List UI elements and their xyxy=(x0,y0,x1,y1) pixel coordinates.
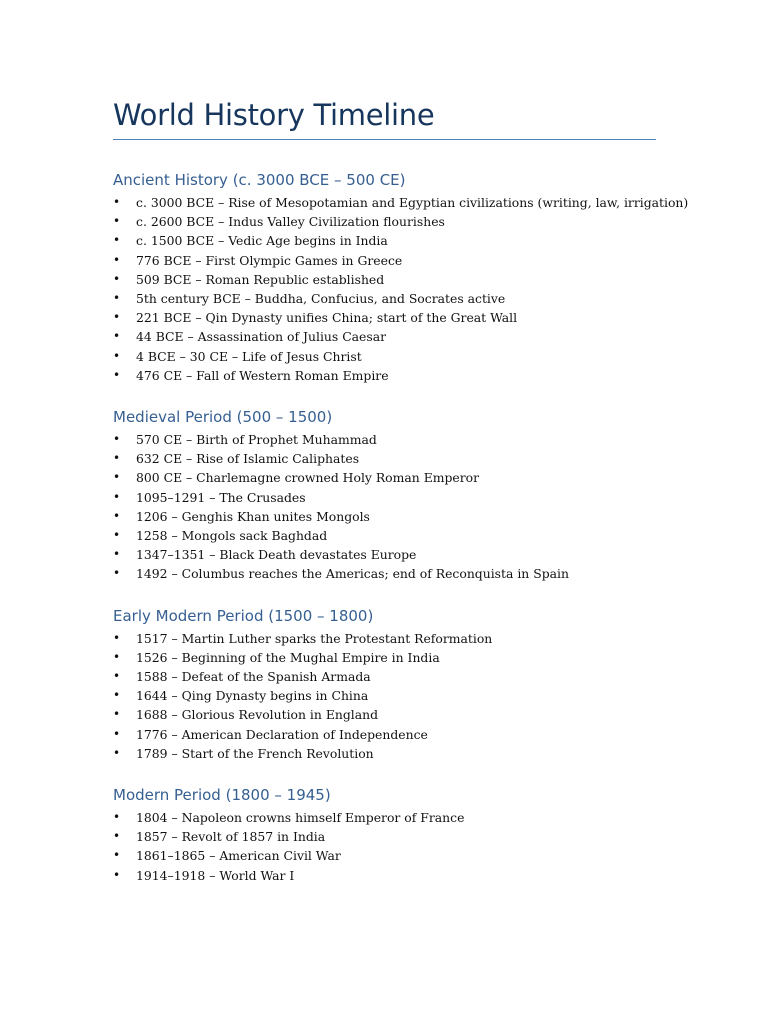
event-text: 1861–1865 – American Civil War xyxy=(136,848,341,864)
event-list-item xyxy=(113,507,656,526)
bullet-icon: • xyxy=(113,707,121,722)
event-list-item xyxy=(113,846,656,865)
timeline-section xyxy=(113,407,656,584)
bullet-icon: • xyxy=(113,310,121,325)
bullet-icon: • xyxy=(113,451,121,466)
event-list-item xyxy=(113,827,656,846)
event-list-item xyxy=(113,251,656,270)
bullet-icon: • xyxy=(113,867,121,882)
event-list-item xyxy=(113,289,656,308)
event-text: 44 BCE – Assassination of Julius Caesar xyxy=(136,329,387,345)
event-list-item xyxy=(113,449,656,468)
event-list-item xyxy=(113,468,656,487)
event-list-item xyxy=(113,308,656,327)
event-list-item xyxy=(113,725,656,744)
bullet-icon: • xyxy=(113,688,121,703)
event-text: 1095–1291 – The Crusades xyxy=(136,489,306,505)
event-list-item xyxy=(113,526,656,545)
event-text: 1644 – Qing Dynasty begins in China xyxy=(136,688,369,704)
bullet-icon: • xyxy=(113,252,121,267)
event-list-item xyxy=(113,270,656,289)
event-list-item xyxy=(113,648,656,667)
document-title: World History Timeline xyxy=(113,98,435,132)
event-list xyxy=(113,430,656,584)
section-heading: Medieval Period (500 – 1500) xyxy=(113,408,333,427)
bullet-icon: • xyxy=(113,214,121,229)
event-text: 1588 – Defeat of the Spanish Armada xyxy=(136,669,371,685)
event-text: 1804 – Napoleon crowns himself Emperor of France xyxy=(136,810,465,826)
document-page xyxy=(113,96,689,907)
event-list-item xyxy=(113,866,656,885)
event-list-item xyxy=(113,744,656,763)
bullet-icon: • xyxy=(113,566,121,581)
bullet-icon: • xyxy=(113,528,121,543)
event-text: 1789 – Start of the French Revolution xyxy=(136,745,374,761)
event-text: 1492 – Columbus reaches the Americas; end of Reconquista in Spain xyxy=(136,566,569,582)
event-text: 5th century BCE – Buddha, Confucius, and Socrates active xyxy=(136,291,506,307)
event-text: 4 BCE – 30 CE – Life of Jesus Christ xyxy=(136,348,362,364)
event-text: 509 BCE – Roman Republic established xyxy=(136,271,385,287)
bullet-icon: • xyxy=(113,726,121,741)
event-list-item xyxy=(113,564,656,583)
event-text: 1258 – Mongols sack Baghdad xyxy=(136,528,328,544)
timeline-section xyxy=(113,606,656,763)
bullet-icon: • xyxy=(113,271,121,286)
bullet-icon: • xyxy=(113,669,121,684)
event-text: 570 CE – Birth of Prophet Muhammad xyxy=(136,432,377,448)
event-text: 1347–1351 – Black Death devastates Europe xyxy=(136,547,417,563)
event-text: c. 2600 BCE – Indus Valley Civilization flourishes xyxy=(136,214,445,230)
event-list-item xyxy=(113,327,656,346)
event-text: 1776 – American Declaration of Independence xyxy=(136,726,428,742)
event-text: 1517 – Martin Luther sparks the Protestant Reformation xyxy=(136,630,493,646)
bullet-icon: • xyxy=(113,470,121,485)
event-text: 476 CE – Fall of Western Roman Empire xyxy=(136,367,389,383)
bullet-icon: • xyxy=(113,233,121,248)
event-text: 1206 – Genghis Khan unites Mongols xyxy=(136,508,370,524)
event-list xyxy=(113,193,689,385)
bullet-icon: • xyxy=(113,432,121,447)
event-list-item xyxy=(113,212,656,231)
event-list-item xyxy=(113,488,656,507)
bullet-icon: • xyxy=(113,829,121,844)
event-text: 1526 – Beginning of the Mughal Empire in India xyxy=(136,649,440,665)
bullet-icon: • xyxy=(113,195,121,209)
bullet-icon: • xyxy=(113,291,121,306)
bullet-icon: • xyxy=(113,508,121,523)
bullet-icon: • xyxy=(113,630,121,645)
timeline-section xyxy=(113,785,656,885)
event-list-item xyxy=(113,347,656,366)
event-list-item xyxy=(113,231,656,250)
event-list-item xyxy=(113,430,656,449)
bullet-icon: • xyxy=(113,745,121,760)
event-text: 1857 – Revolt of 1857 in India xyxy=(136,829,326,845)
bullet-icon: • xyxy=(113,367,121,382)
event-list-item xyxy=(113,667,656,686)
event-list xyxy=(113,629,656,763)
event-text: c. 3000 BCE – Rise of Mesopotamian and Egyptian civilizations (writing, law, irrigation) xyxy=(136,195,689,210)
bullet-icon: • xyxy=(113,547,121,562)
event-list xyxy=(113,808,656,885)
event-text: 1914–1918 – World War I xyxy=(136,867,295,883)
event-list-item xyxy=(113,366,656,385)
event-list-item xyxy=(113,629,656,648)
event-list-item xyxy=(113,193,689,212)
event-text: 221 BCE – Qin Dynasty unifies China; start of the Great Wall xyxy=(136,310,518,326)
bullet-icon: • xyxy=(113,348,121,363)
timeline-section xyxy=(113,170,689,385)
bullet-icon: • xyxy=(113,489,121,504)
event-list-item xyxy=(113,686,656,705)
section-heading: Modern Period (1800 – 1945) xyxy=(113,786,331,805)
event-text: 776 BCE – First Olympic Games in Greece xyxy=(136,252,403,268)
event-list-item xyxy=(113,808,656,827)
sections-container xyxy=(113,170,689,885)
event-text: 800 CE – Charlemagne crowned Holy Roman Emperor xyxy=(136,470,480,486)
bullet-icon: • xyxy=(113,649,121,664)
event-list-item xyxy=(113,705,656,724)
title-divider xyxy=(113,139,656,140)
event-list-item xyxy=(113,545,656,564)
event-text: 632 CE – Rise of Islamic Caliphates xyxy=(136,451,360,467)
section-heading: Ancient History (c. 3000 BCE – 500 CE) xyxy=(113,171,406,189)
event-text: 1688 – Glorious Revolution in England xyxy=(136,707,379,723)
bullet-icon: • xyxy=(113,848,121,863)
bullet-icon: • xyxy=(113,810,121,825)
event-text: c. 1500 BCE – Vedic Age begins in India xyxy=(136,233,388,249)
bullet-icon: • xyxy=(113,329,121,344)
section-heading: Early Modern Period (1500 – 1800) xyxy=(113,606,374,625)
